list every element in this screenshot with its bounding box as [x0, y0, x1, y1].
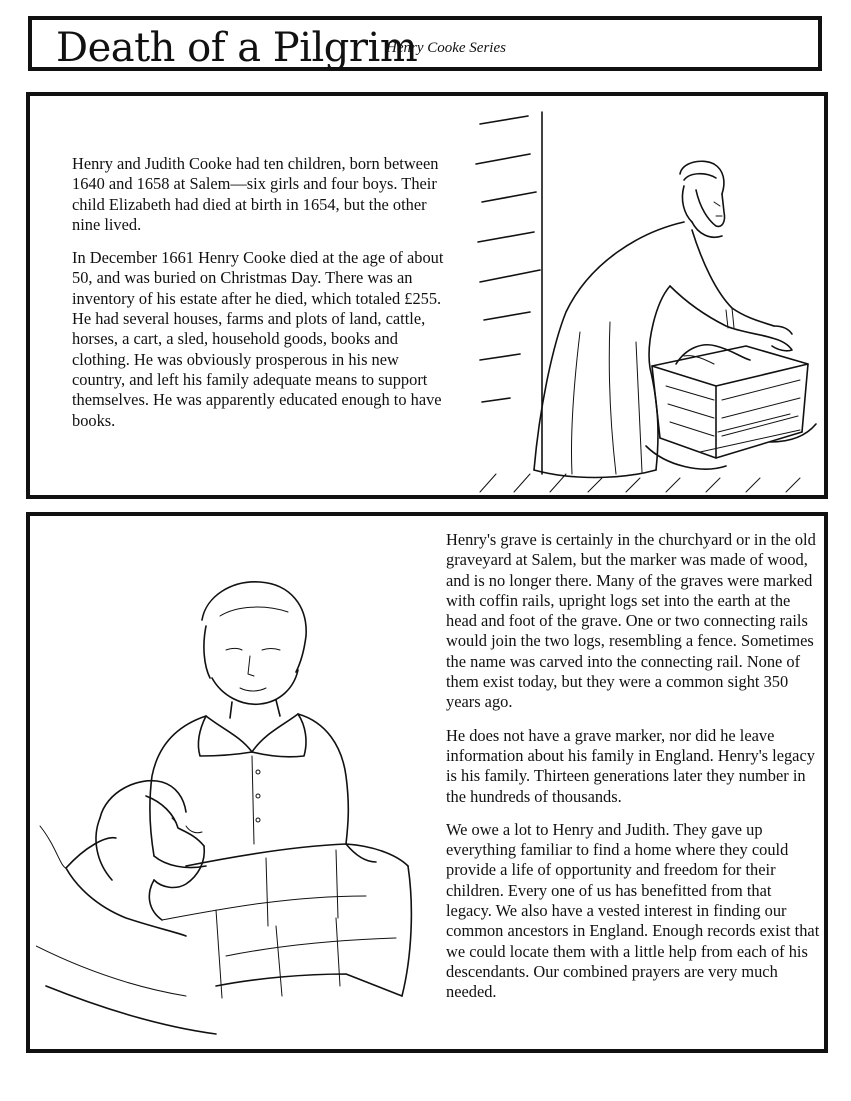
paragraph: He does not have a grave marker, nor did he leave information about his family in England. Henry's legacy is his family. Thirteen generations later they number in the hundreds of thousands.: [446, 725, 815, 806]
paragraph: Henry and Judith Cooke had ten children, born between 1640 and 1658 at Salem—six girls and four boys. Their child Elizabeth had died at birth in 1654, but the other nine lived.: [72, 154, 439, 234]
page-title: Death of a Pilgrim: [56, 25, 418, 71]
top-panel: [26, 92, 828, 499]
paragraph: In December 1661 Henry Cooke died at the age of about 50, and was buried on Christmas Day. There was an inventory of his estate after he died, which totaled £255. He had several houses, farms and plots of land, cattle, horses, a cart, a sled, household goods, books and clothing. He was obviously prosperous in his new country, and left his family adequate means to support themselves. He was apparently educated enough to have books.: [72, 248, 444, 430]
top-panel-text: [72, 154, 444, 444]
series-subtitle: Henry Cooke Series: [386, 40, 506, 56]
title-banner: [28, 16, 822, 71]
paragraph: Henry's grave is certainly in the churchyard or in the old graveyard at Salem, but the marker was made of wood, and is no longer there. Many of the graves were marked with coffin rails, upright logs set into the earth at the head and foot of the grave. One or two connecting rails would join the two logs, resembling a fence. Sometimes the name was carved into the connecting rail. None of them exist today, but they were a common sight 350 years ago.: [446, 530, 816, 712]
woman-at-cradle-drawing: [470, 102, 822, 494]
bottom-panel-text: [446, 530, 821, 1016]
bottom-panel: [26, 512, 828, 1053]
woman-at-deathbed-drawing: [36, 566, 440, 1052]
paragraph: We owe a lot to Henry and Judith. They gave up everything familiar to find a home where they could provide a life of opportunity and freedom for their children. Every one of us has benefitted from that legacy. We also have a vested interest in finding our common ancestors in England. Enough records exist that we could locate them with a little help from each of his descendants. Our combined prayers are very much needed.: [446, 819, 820, 1002]
